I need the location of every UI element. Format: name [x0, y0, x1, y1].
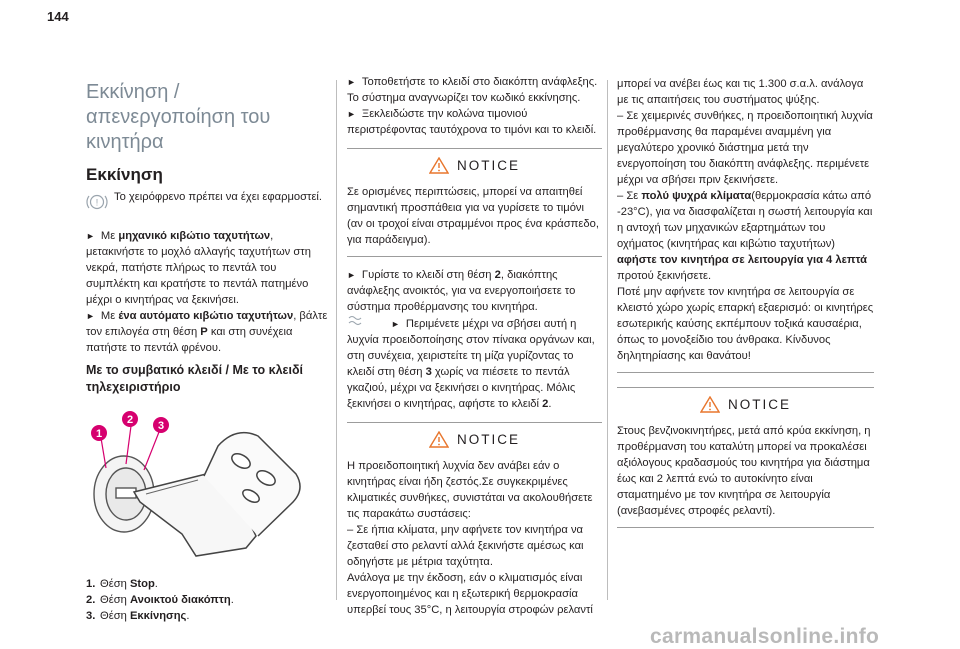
- notice-box: [347, 422, 602, 626]
- notice-text: – Σε χειμερινές συνθήκες, η προειδοποιητική λυχνία προθέρμανσης θα παραμένει αναμμένη για μεγαλύτερο χρονικό διάστημα μετά την ενεργοποίηση του διακόπτη ανάφλεξης. περιμένετε μέχρι να σβήσει πριν ξεκινήσετε.: [617, 110, 873, 186]
- notice-box: [347, 148, 602, 257]
- key-fob: [134, 433, 300, 556]
- preheat-icon: [347, 315, 391, 332]
- turn-key-paragraph: ► Γυρίστε το κλειδί στη θέση 2, διακόπτης ανάφλεξης ανοικτός, για να ενεργοποιήσετε το σύστημα προθέρμανσης του κινητήρα.: [347, 269, 576, 313]
- page-title: Εκκίνηση / απενεργοποίηση του κινητήρα: [86, 81, 271, 153]
- position-list: [86, 576, 331, 624]
- arrow-icon: ►: [86, 311, 95, 321]
- svg-text:!: !: [95, 197, 99, 208]
- arrow-icon: ►: [86, 231, 95, 241]
- notice-text: Σε ορισμένες περιπτώσεις, μπορεί να απαιτηθεί σημαντική προσπάθεια για να γυρίσετε το τιμόνι (αν οι τροχοί είναι στραμμένοι προς ένα κράσπεδο, για παράδειγμα).: [347, 186, 599, 246]
- ignition-key-illustration: [86, 406, 331, 566]
- list-item: 3. Θέση Εκκίνησης.: [86, 610, 190, 622]
- notice-text: – Σε πολύ ψυχρά κλίματα(θερμοκρασία κάτω από -23°C), για να διασφαλίζεται η σωστή λειτουργία και η αντοχή των μηχανικών εξαρτημάτων του οχήματος (κινητήρας και κιβώτιο ταχυτήτων) αφήστε τον κινητήρα σε λειτουργία για 4 λεπτά προτού ξεκινήσετε.: [617, 190, 873, 282]
- automatic-gearbox-paragraph: ► Με ένα αυτόματο κιβώτιο ταχυτήτων, βάλτε τον επιλογέα στη θέση P και στη συνέχεια πατήστε το πεντάλ φρένου.: [86, 310, 328, 354]
- notice-header: [347, 157, 602, 174]
- column-2: [347, 74, 602, 626]
- manual-gearbox-paragraph: ► Με μηχανικό κιβώτιο ταχυτήτων, μετακινήστε το μοχλό αλλαγής ταχυτήτων στη νεκρά, πατήστε πλήρως το πεντάλ του συμπλέκτη και κρατήστε το πεντάλ πατημένο μέχρι ο κινητήρας να ξεκινήσει.: [86, 230, 311, 306]
- eco-icon: [86, 191, 114, 218]
- notice-label: NOTICE: [456, 157, 520, 173]
- notice-text: Ανάλογα με την έκδοση, εάν ο κλιματισμός είναι ενεργοποιημένος και η εξωτερική θερμοκρασία υπερβεί τους 35°C, η λειτουργία στροφών ρελαντί: [347, 572, 593, 616]
- list-item: 2. Θέση Ανοικτού διακόπτη.: [86, 594, 234, 606]
- unlock-column-paragraph: ► Ξεκλειδώστε την κολώνα τιμονιού περιστρέφοντας ταυτόχρονα το τιμόνι και το κλειδί.: [347, 108, 597, 136]
- wait-paragraph: ► Περιμένετε μέχρι να σβήσει αυτή η λυχνία προειδοποίησης στον πίνακα οργάνων και, στη συνέχεια, χειριστείτε τη μίζα γυρίζοντας το κλειδί στη θέση 3 χωρίς να πιέσετε το πεντάλ γκαζιού, μέχρι να ξεκινήσει ο κινητήρας. Μόλις ξεκινήσει ο κινητήρας, αφήστε το κλειδί 2.: [347, 315, 602, 412]
- column-1: [86, 80, 331, 624]
- callout-1: [91, 425, 107, 441]
- notice-label: NOTICE: [727, 396, 791, 412]
- notice-text: – Σε ήπια κλίματα, μην αφήνετε τον κινητήρα να ζεσταθεί στο ρελαντί αλλά ξεκινήστε αμέσως και οδηγήστε με μέτρια ταχύτητα.: [347, 524, 584, 568]
- arrow-icon: ►: [347, 109, 356, 119]
- section-title: Εκκίνηση: [86, 165, 163, 184]
- notice-label: NOTICE: [456, 431, 520, 447]
- arrow-icon: ►: [391, 319, 400, 329]
- eco-note-text: Το χειρόφρενο πρέπει να έχει εφαρμοστεί.: [114, 191, 323, 203]
- eco-note: [86, 189, 331, 218]
- notice-header: [347, 431, 602, 448]
- column-divider: [336, 80, 337, 600]
- watermark: carmanualsonline.info: [650, 625, 880, 648]
- svg-text:1: 1: [95, 428, 103, 440]
- arrow-icon: ►: [347, 270, 356, 280]
- column-3: [617, 80, 874, 538]
- notice-text: Ποτέ μην αφήνετε τον κινητήρα σε λειτουργία σε κλειστό χώρο χωρίς επαρκή εξαερισμό: οι κινητήρες εσωτερικής καύσης εκπέμπουν τοξικά καυσαέρια, όπως το μονοξείδιο του άνθρακα. Κίνδυνος δηλητηρίασης και θανάτου!: [617, 286, 874, 362]
- svg-text:3: 3: [157, 420, 165, 432]
- callout-3: [153, 417, 169, 433]
- subsection-title: Με το συμβατικό κλειδί / Με το κλειδί τηλεχειριστήριο: [86, 363, 303, 394]
- column-divider: [607, 80, 608, 600]
- notice-box: [617, 387, 874, 528]
- list-item: 1. Θέση Stop.: [86, 578, 158, 590]
- notice-text: μπορεί να ανέβει έως και τις 1.300 σ.α.λ. ανάλογα με τις απαιτήσεις του συστήματος ψύξης.: [617, 78, 864, 106]
- notice-text: Η προειδοποιητική λυχνία δεν ανάβει εάν ο κινητήρας είναι ήδη ζεστός.Σε συγκεκριμένες κλιματικές συνθήκες, συνιστάται να ακολουθήσετε τις παρακάτω συστάσεις:: [347, 460, 593, 520]
- svg-text:2: 2: [126, 414, 134, 426]
- warning-icon: [700, 396, 720, 413]
- warning-icon: [429, 431, 449, 448]
- arrow-icon: ►: [347, 77, 356, 87]
- page-number: 144: [47, 9, 69, 24]
- notice-continued-box: [617, 72, 874, 373]
- callout-2: [122, 411, 138, 427]
- warning-icon: [429, 157, 449, 174]
- insert-key-paragraph: ► Τοποθετήστε το κλειδί στο διακόπτη ανάφλεξης. Το σύστημα αναγνωρίζει τον κωδικό εκκίνησης.: [347, 76, 598, 104]
- notice-header: [617, 396, 874, 413]
- notice-text: Στους βενζινοκινητήρες, μετά από κρύα εκκίνηση, η προθέρμανση του καταλύτη μπορεί να προκαλέσει αξιόλογους κραδασμούς του κινητήρα για διάστημα έως και 2 λεπτά ενώ το αυτοκίνητο είναι σταματημένο με τον κινητήρα σε λειτουργία (ανεβασμένες στροφές ρελαντί).: [617, 425, 871, 517]
